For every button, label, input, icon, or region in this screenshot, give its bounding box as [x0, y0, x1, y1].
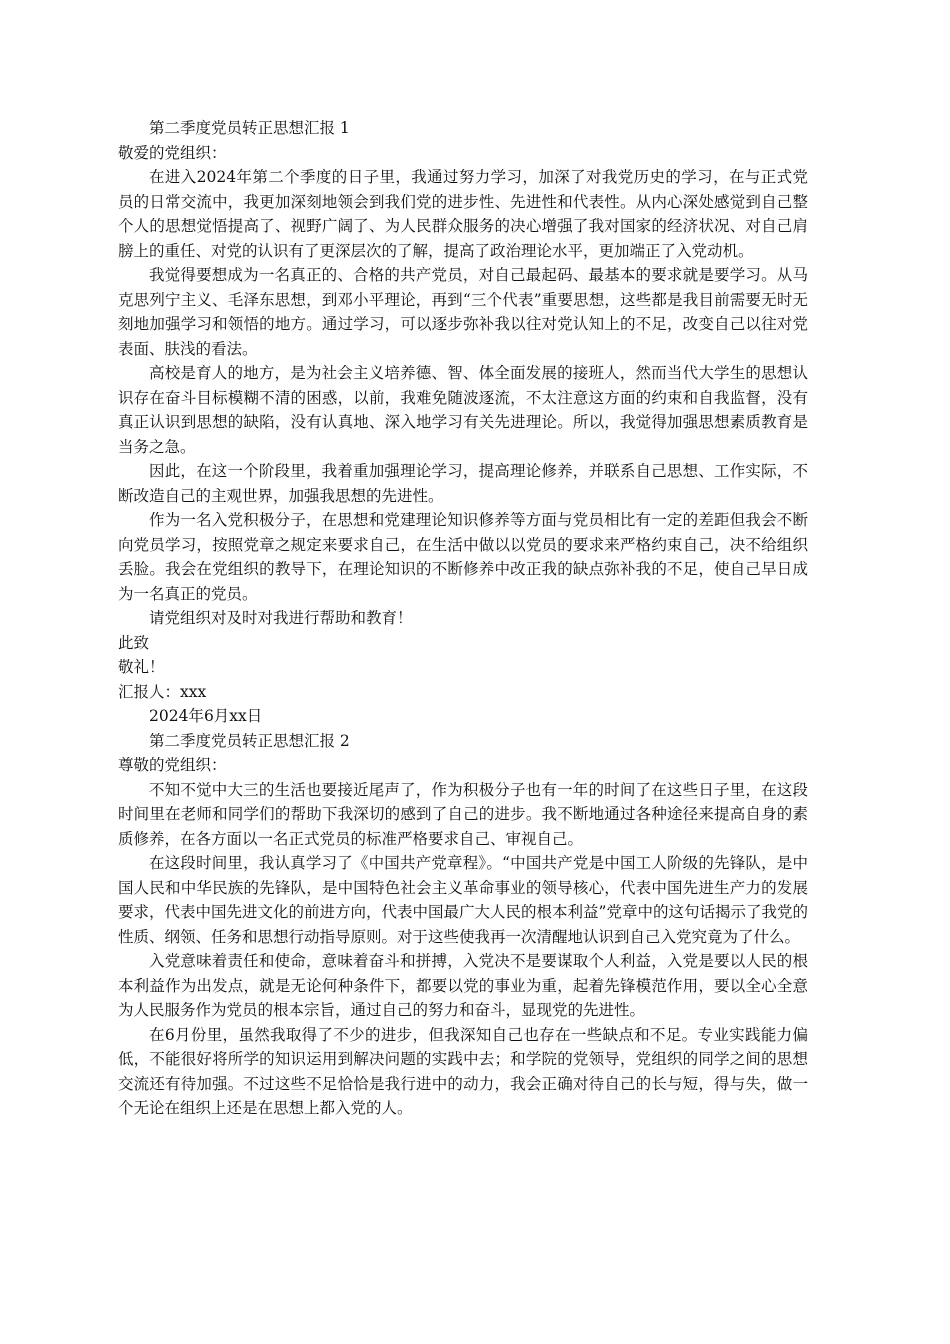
report-2-title: 第二季度党员转正思想汇报 2 — [149, 731, 350, 750]
report-1-paragraph: 因此，在这一个阶段里，我着重加强理论学习，提高理论修养，并联系自己思想、工作实际，不断改造自己的主观世界，加强我思想的先进性。 — [118, 462, 808, 505]
report-1-paragraph: 高校是育人的地方，是为社会主义培养德、智、体全面发展的接班人，然而当代大学生的思想认识存在奋斗目标模糊不清的困惑，以前，我难免随波逐流，不太注意这方面的约束和自我监督，没有真正认识到思想的缺陷，没有认真地、深入地学习有关先进理论。所以，我觉得加强思想素质教育是当务之急。 — [118, 364, 808, 456]
report-2-salutation: 尊敬的党组织： — [118, 756, 227, 774]
document-body — [118, 116, 808, 1121]
report-1-reporter: 汇报人：xxx — [118, 682, 207, 701]
report-2-paragraph: 不知不觉中大三的生活也要接近尾声了，作为积极分子也有一年的时间了在这些日子里，在这段时间里在老师和同学们的帮助下我深切的感到了自己的进步。我不断地通过各种途径来提高自身的素质修养，在各方面以一名正式党员的标准严格要求自己、审视自己。 — [118, 780, 808, 848]
report-1-salute: 敬礼！ — [118, 658, 165, 676]
report-1-date: 2024年6月xx日 — [149, 707, 263, 725]
report-1-title: 第二季度党员转正思想汇报 1 — [149, 119, 350, 137]
report-2-paragraph: 入党意味着责任和使命，意味着奋斗和拼搏，入党决不是要谋取个人利益，入党是要以人民的根本利益作为出发点，就是无论何种条件下，都要以党的事业为重，起着先锋模范作用，要以全心全意为人民服务作为党员的根本宗旨，通过自己的努力和奋斗，显现党的先进性。 — [118, 952, 808, 1019]
report-1-paragraph: 在进入2024年第二个季度的日子里，我通过努力学习，加深了对我党历史的学习，在与正式党员的日常交流中，我更加深刻地领会到我们党的进步性、先进性和代表性。从内心深处感觉到自己整个人的思想觉悟提高了、视野广阔了、为人民群众服务的决心增强了我对国家的经济状况、对自己肩膀上的重任、对党的认识有了更深层次的了解，提高了政治理论水平，更加端正了入党动机。 — [118, 168, 808, 260]
report-1-salutation: 敬爱的党组织： — [118, 143, 227, 162]
report-1-closing: 此致 — [118, 633, 150, 652]
report-1-paragraph: 作为一名入党积极分子，在思想和党建理论知识修养等方面与党员相比有一定的差距但我会不断向党员学习，按照党章之规定来要求自己，在生活中做以以党员的要求来严格约束自己，决不给组织丢脸。我会在党组织的教导下，在理论知识的不断修养中改正我的缺点弥补我的不足，使自己早日成为一名真正的党员。 — [118, 511, 808, 603]
report-2-paragraph: 在这段时间里，我认真学习了《中国共产党章程》。“中国共产党是中国工人阶级的先锋队，是中国人民和中华民族的先锋队，是中国特色社会主义革命事业的领导核心，代表中国先进生产力的发展要求，代表中国先进文化的前进方向，代表中国最广大人民的根本利益”党章中的这句话揭示了我党的性质、纲领、任务和思想行动指导原则。对于这些使我再一次清醒地认识到自己入党究竟为了什么。 — [118, 854, 808, 946]
report-1-paragraph: 我觉得要想成为一名真正的、合格的共产党员，对自己最起码、最基本的要求就是要学习。从马克思列宁主义、毛泽东思想，到邓小平理论，再到“三个代表”重要思想，这些都是我目前需要无时无刻地加强学习和领悟的地方。通过学习，可以逐步弥补我以往对党认知上的不足，改变自己以往对党表面、肤浅的看法。 — [118, 266, 808, 358]
report-1-paragraph: 请党组织对及时对我进行帮助和教育！ — [149, 609, 413, 627]
report-2-paragraph: 在6月份里，虽然我取得了不少的进步，但我深知自己也存在一些缺点和不足。专业实践能力偏低，不能很好将所学的知识运用到解决问题的实践中去；和学院的党领导，党组织的同学之间的思想交流还有待加强。不过这些不足恰恰是我行进中的动力，我会正确对待自己的长与短，得与失，做一个无论在组织上还是在思想上都入党的人。 — [118, 1025, 808, 1117]
